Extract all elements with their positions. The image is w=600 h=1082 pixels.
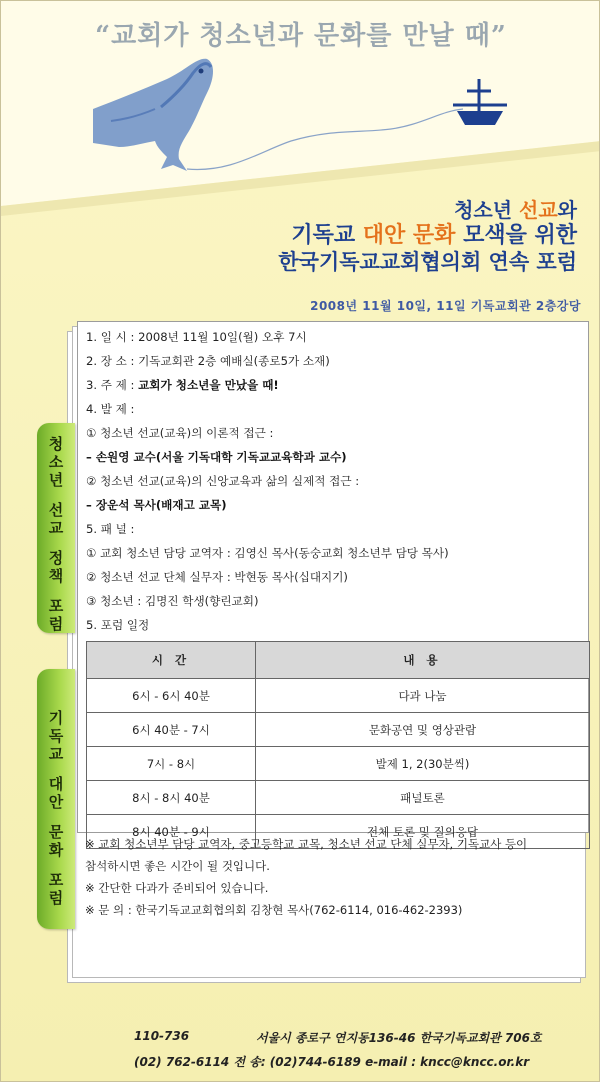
schedule-content: 발제 1, 2(30분씩) — [256, 747, 590, 781]
schedule-content: 전체 토론 및 질의응답 — [256, 815, 590, 849]
schedule-header-time: 시 간 — [87, 642, 256, 679]
schedule-time: 6시 - 6시 40분 — [87, 679, 256, 713]
schedule-table — [86, 641, 590, 849]
schedule-title: 5. 포럼 일정 — [86, 618, 150, 632]
tab-christian-alt-culture-forum — [37, 669, 75, 929]
eagle-and-boat-illustration — [1, 1, 600, 201]
tab-character: 럼 — [48, 615, 64, 633]
note-1b: 참석하시면 좋은 시간이 될 것입니다. — [85, 859, 270, 873]
schedule-content: 문화공연 및 영상관람 — [256, 713, 590, 747]
tab-character: 선 — [48, 501, 64, 519]
tab-character: 포 — [48, 871, 64, 889]
boat-icon — [453, 79, 507, 125]
tab-character: 기 — [48, 709, 64, 727]
detail-panel: 5. 패 널 : — [86, 522, 135, 536]
tab-youth-mission-forum — [37, 423, 75, 633]
tab-character: 독 — [48, 727, 64, 745]
tab-character: 년 — [48, 471, 64, 489]
tab-character: 안 — [48, 793, 64, 811]
tab-character: 문 — [48, 823, 64, 841]
schedule-time: 8시 40분 - 9시 — [87, 815, 256, 849]
presentation-2-speaker: – 장운석 목사(배재고 교목) — [86, 498, 227, 512]
tab-character: 교 — [48, 519, 64, 537]
event-date-line: 2008년 11월 10일, 11일 기독교회관 2층강당 — [310, 299, 581, 313]
event-details-document — [77, 321, 589, 839]
presentation-1-speaker: – 손원영 교수(서울 기독대학 기독교교육학과 교수) — [86, 450, 347, 464]
note-1a: ※ 교회 청소년부 담당 교역자, 중고등학교 교목, 청소년 선교 단체 실무자, 기독교사 등이 — [85, 837, 528, 851]
note-3: ※ 문 의 : 한국기독교교회협의회 김창현 목사(762-6114, 016-462-2393) — [85, 903, 463, 917]
tab-character: 정 — [48, 549, 64, 567]
schedule-time: 6시 40분 - 7시 — [87, 713, 256, 747]
detail-date: 1. 일 시 : 2008년 11월 10일(월) 오후 7시 — [86, 330, 307, 344]
table-row — [87, 781, 590, 815]
headline: 청소년 선교와 기독교 대안 문화 모색을 위한 한국기독교교회협의회 연속 포럼 — [278, 198, 577, 274]
tab-character: 책 — [48, 567, 64, 585]
schedule-content: 패널토론 — [256, 781, 590, 815]
banner-title: “교회가 청소년과 문화를 만날 때” — [95, 21, 507, 51]
detail-theme: 3. 주 제 : 교회가 청소년을 만났을 때! — [86, 378, 279, 392]
table-row — [87, 713, 590, 747]
table-row — [87, 747, 590, 781]
panel-3: ③ 청소년 : 김명진 학생(향린교회) — [86, 594, 259, 608]
schedule-time: 7시 - 8시 — [87, 747, 256, 781]
tab-character: 소 — [48, 453, 64, 471]
footer-contact: (02) 762-6114 전 송: (02)744-6189 e-mail : kncc@kncc.or.kr — [134, 1055, 530, 1069]
footer-zip: 110-736 — [134, 1029, 190, 1043]
tab-character: 교 — [48, 745, 64, 763]
presentation-2: ② 청소년 선교(교육)의 신앙교육과 삶의 실제적 접근 : — [86, 474, 360, 488]
note-2: ※ 간단한 다과가 준비되어 있습니다. — [85, 881, 269, 895]
tab-character: 청 — [48, 435, 64, 453]
panel-2: ② 청소년 선교 단체 실무자 : 박현동 목사(십대지기) — [86, 570, 348, 584]
table-row — [87, 679, 590, 713]
schedule-content: 다과 나눔 — [256, 679, 590, 713]
schedule-header-content: 내 용 — [256, 642, 590, 679]
tab-character: 럼 — [48, 889, 64, 907]
schedule-time: 8시 - 8시 40분 — [87, 781, 256, 815]
notes — [85, 833, 595, 921]
eagle-icon — [93, 59, 213, 171]
presentation-1: ① 청소년 선교(교육)의 이론적 접근 : — [86, 426, 274, 440]
footer-address: 서울시 종로구 연지동136-46 한국기독교회관 706호 — [256, 1031, 542, 1045]
detail-presentation: 4. 발 제 : — [86, 402, 135, 416]
tab-character: 대 — [48, 775, 64, 793]
tab-character: 포 — [48, 597, 64, 615]
detail-place: 2. 장 소 : 기독교회관 2층 예배실(종로5가 소재) — [86, 354, 330, 368]
tab-character: 화 — [48, 841, 64, 859]
panel-1: ① 교회 청소년 담당 교역자 : 김영신 목사(동숭교회 청소년부 담당 목사) — [86, 546, 449, 560]
